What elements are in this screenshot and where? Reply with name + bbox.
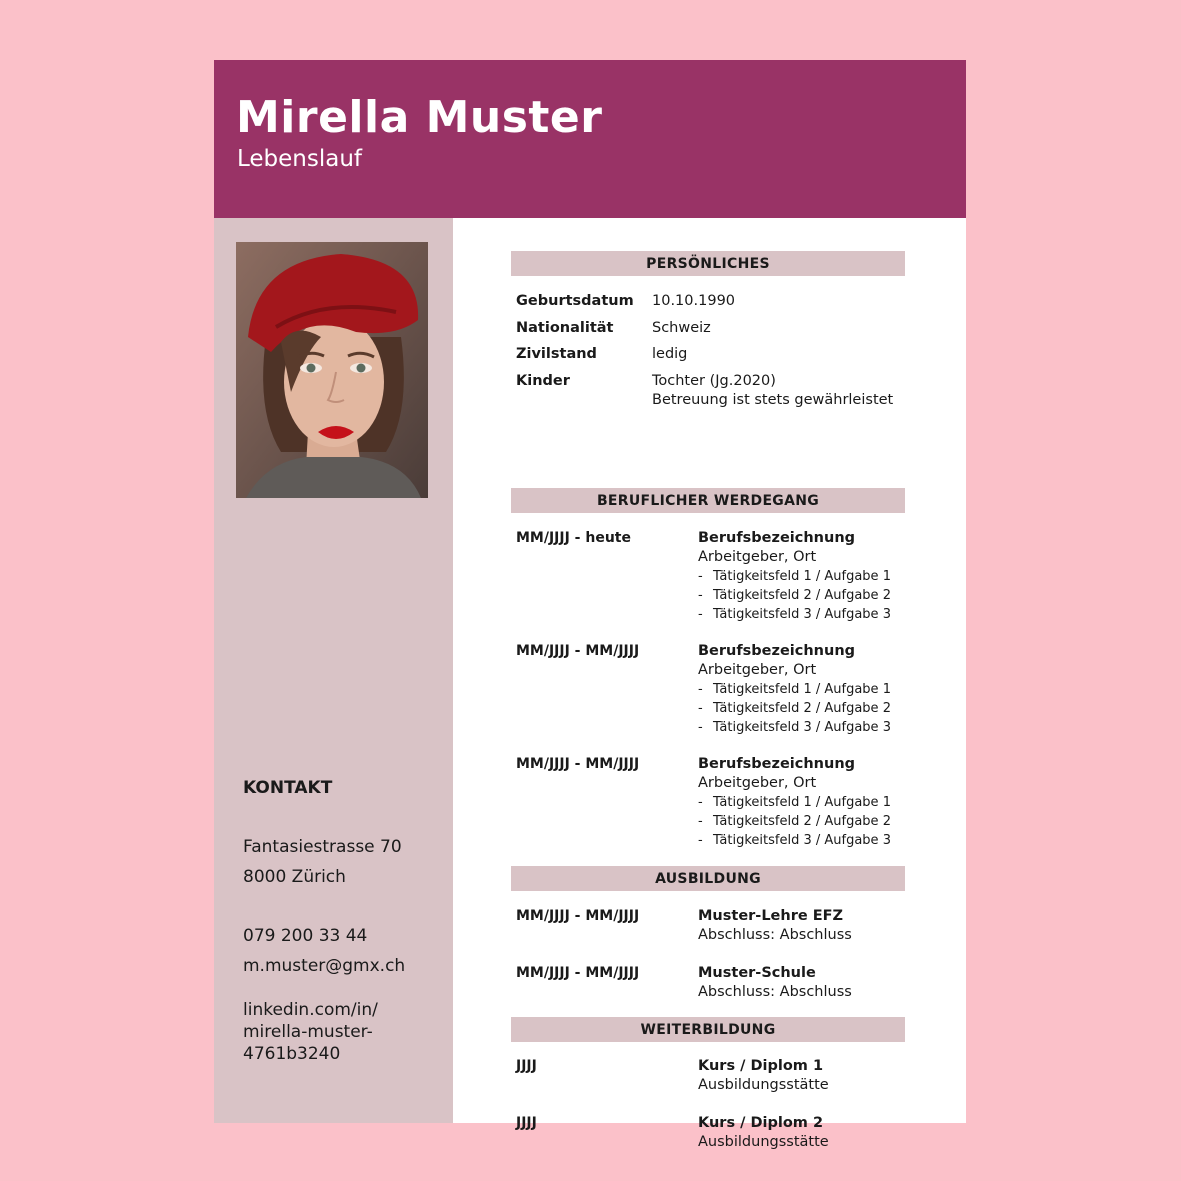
contact-linkedin-line-2[interactable]: mirella-muster- — [243, 1022, 373, 1042]
cv-page — [214, 60, 966, 1150]
person-name: Mirella Muster — [236, 92, 603, 143]
job-task: - Tätigkeitsfeld 1 / Aufgabe 1 — [698, 795, 891, 810]
portrait-image — [236, 242, 428, 498]
job-date: MM/JJJJ - MM/JJJJ — [516, 643, 640, 659]
education-title: Muster-Schule — [698, 965, 816, 981]
section-personal-heading: PERSÖNLICHES — [511, 251, 905, 276]
personal-value: ledig — [652, 346, 688, 362]
job-title: Berufsbezeichnung — [698, 643, 856, 659]
job-task: - Tätigkeitsfeld 2 / Aufgabe 2 — [698, 814, 891, 829]
education-date: MM/JJJJ - MM/JJJJ — [516, 965, 640, 981]
job-task: - Tätigkeitsfeld 3 / Aufgabe 3 — [698, 720, 891, 735]
contact-street: Fantasiestrasse 70 — [243, 837, 402, 857]
job-employer: Arbeitgeber, Ort — [698, 775, 817, 791]
further-title: Kurs / Diplom 2 — [698, 1115, 824, 1131]
education-sub: Abschluss: Abschluss — [698, 927, 852, 943]
job-title: Berufsbezeichnung — [698, 756, 856, 772]
education-sub: Abschluss: Abschluss — [698, 984, 852, 1000]
education-date: MM/JJJJ - MM/JJJJ — [516, 908, 640, 924]
personal-value: Schweiz — [652, 320, 711, 336]
contact-linkedin-line-1[interactable]: linkedin.com/in/ — [243, 1000, 378, 1020]
contact-email[interactable]: m.muster@gmx.ch — [243, 956, 406, 976]
sidebar — [214, 218, 453, 1123]
job-employer: Arbeitgeber, Ort — [698, 662, 817, 678]
personal-label: Geburtsdatum — [516, 293, 634, 309]
personal-label: Zivilstand — [516, 346, 597, 362]
section-further-education-heading: WEITERBILDUNG — [511, 1017, 905, 1042]
main-content — [453, 218, 966, 1150]
job-date: MM/JJJJ - MM/JJJJ — [516, 756, 640, 772]
job-task: - Tätigkeitsfeld 1 / Aufgabe 1 — [698, 569, 891, 584]
job-employer: Arbeitgeber, Ort — [698, 549, 817, 565]
job-task: - Tätigkeitsfeld 2 / Aufgabe 2 — [698, 588, 891, 603]
personal-label: Kinder — [516, 373, 570, 389]
section-education-heading: AUSBILDUNG — [511, 866, 905, 891]
personal-value-line-2: Betreuung ist stets gewährleistet — [652, 392, 894, 408]
job-task: - Tätigkeitsfeld 1 / Aufgabe 1 — [698, 682, 891, 697]
job-task: - Tätigkeitsfeld 2 / Aufgabe 2 — [698, 701, 891, 716]
further-sub: Ausbildungsstätte — [698, 1134, 829, 1150]
cv-header — [214, 60, 966, 218]
section-career-heading: BERUFLICHER WERDEGANG — [511, 488, 905, 513]
personal-label: Nationalität — [516, 320, 614, 336]
job-task: - Tätigkeitsfeld 3 / Aufgabe 3 — [698, 833, 891, 848]
document-subtitle: Lebenslauf — [237, 146, 363, 172]
profile-photo — [236, 242, 428, 498]
further-date: JJJJ — [516, 1058, 537, 1074]
contact-phone: 079 200 33 44 — [243, 926, 368, 946]
personal-value: Tochter (Jg.2020) — [652, 373, 776, 389]
job-title: Berufsbezeichnung — [698, 530, 856, 546]
education-title: Muster-Lehre EFZ — [698, 908, 844, 924]
contact-linkedin-line-3[interactable]: 4761b3240 — [243, 1044, 341, 1064]
contact-city: 8000 Zürich — [243, 867, 346, 887]
further-sub: Ausbildungsstätte — [698, 1077, 829, 1093]
further-date: JJJJ — [516, 1115, 537, 1131]
contact-heading: KONTAKT — [243, 778, 333, 798]
job-task: - Tätigkeitsfeld 3 / Aufgabe 3 — [698, 607, 891, 622]
personal-value: 10.10.1990 — [652, 293, 736, 309]
further-title: Kurs / Diplom 1 — [698, 1058, 824, 1074]
job-date: MM/JJJJ - heute — [516, 530, 631, 546]
